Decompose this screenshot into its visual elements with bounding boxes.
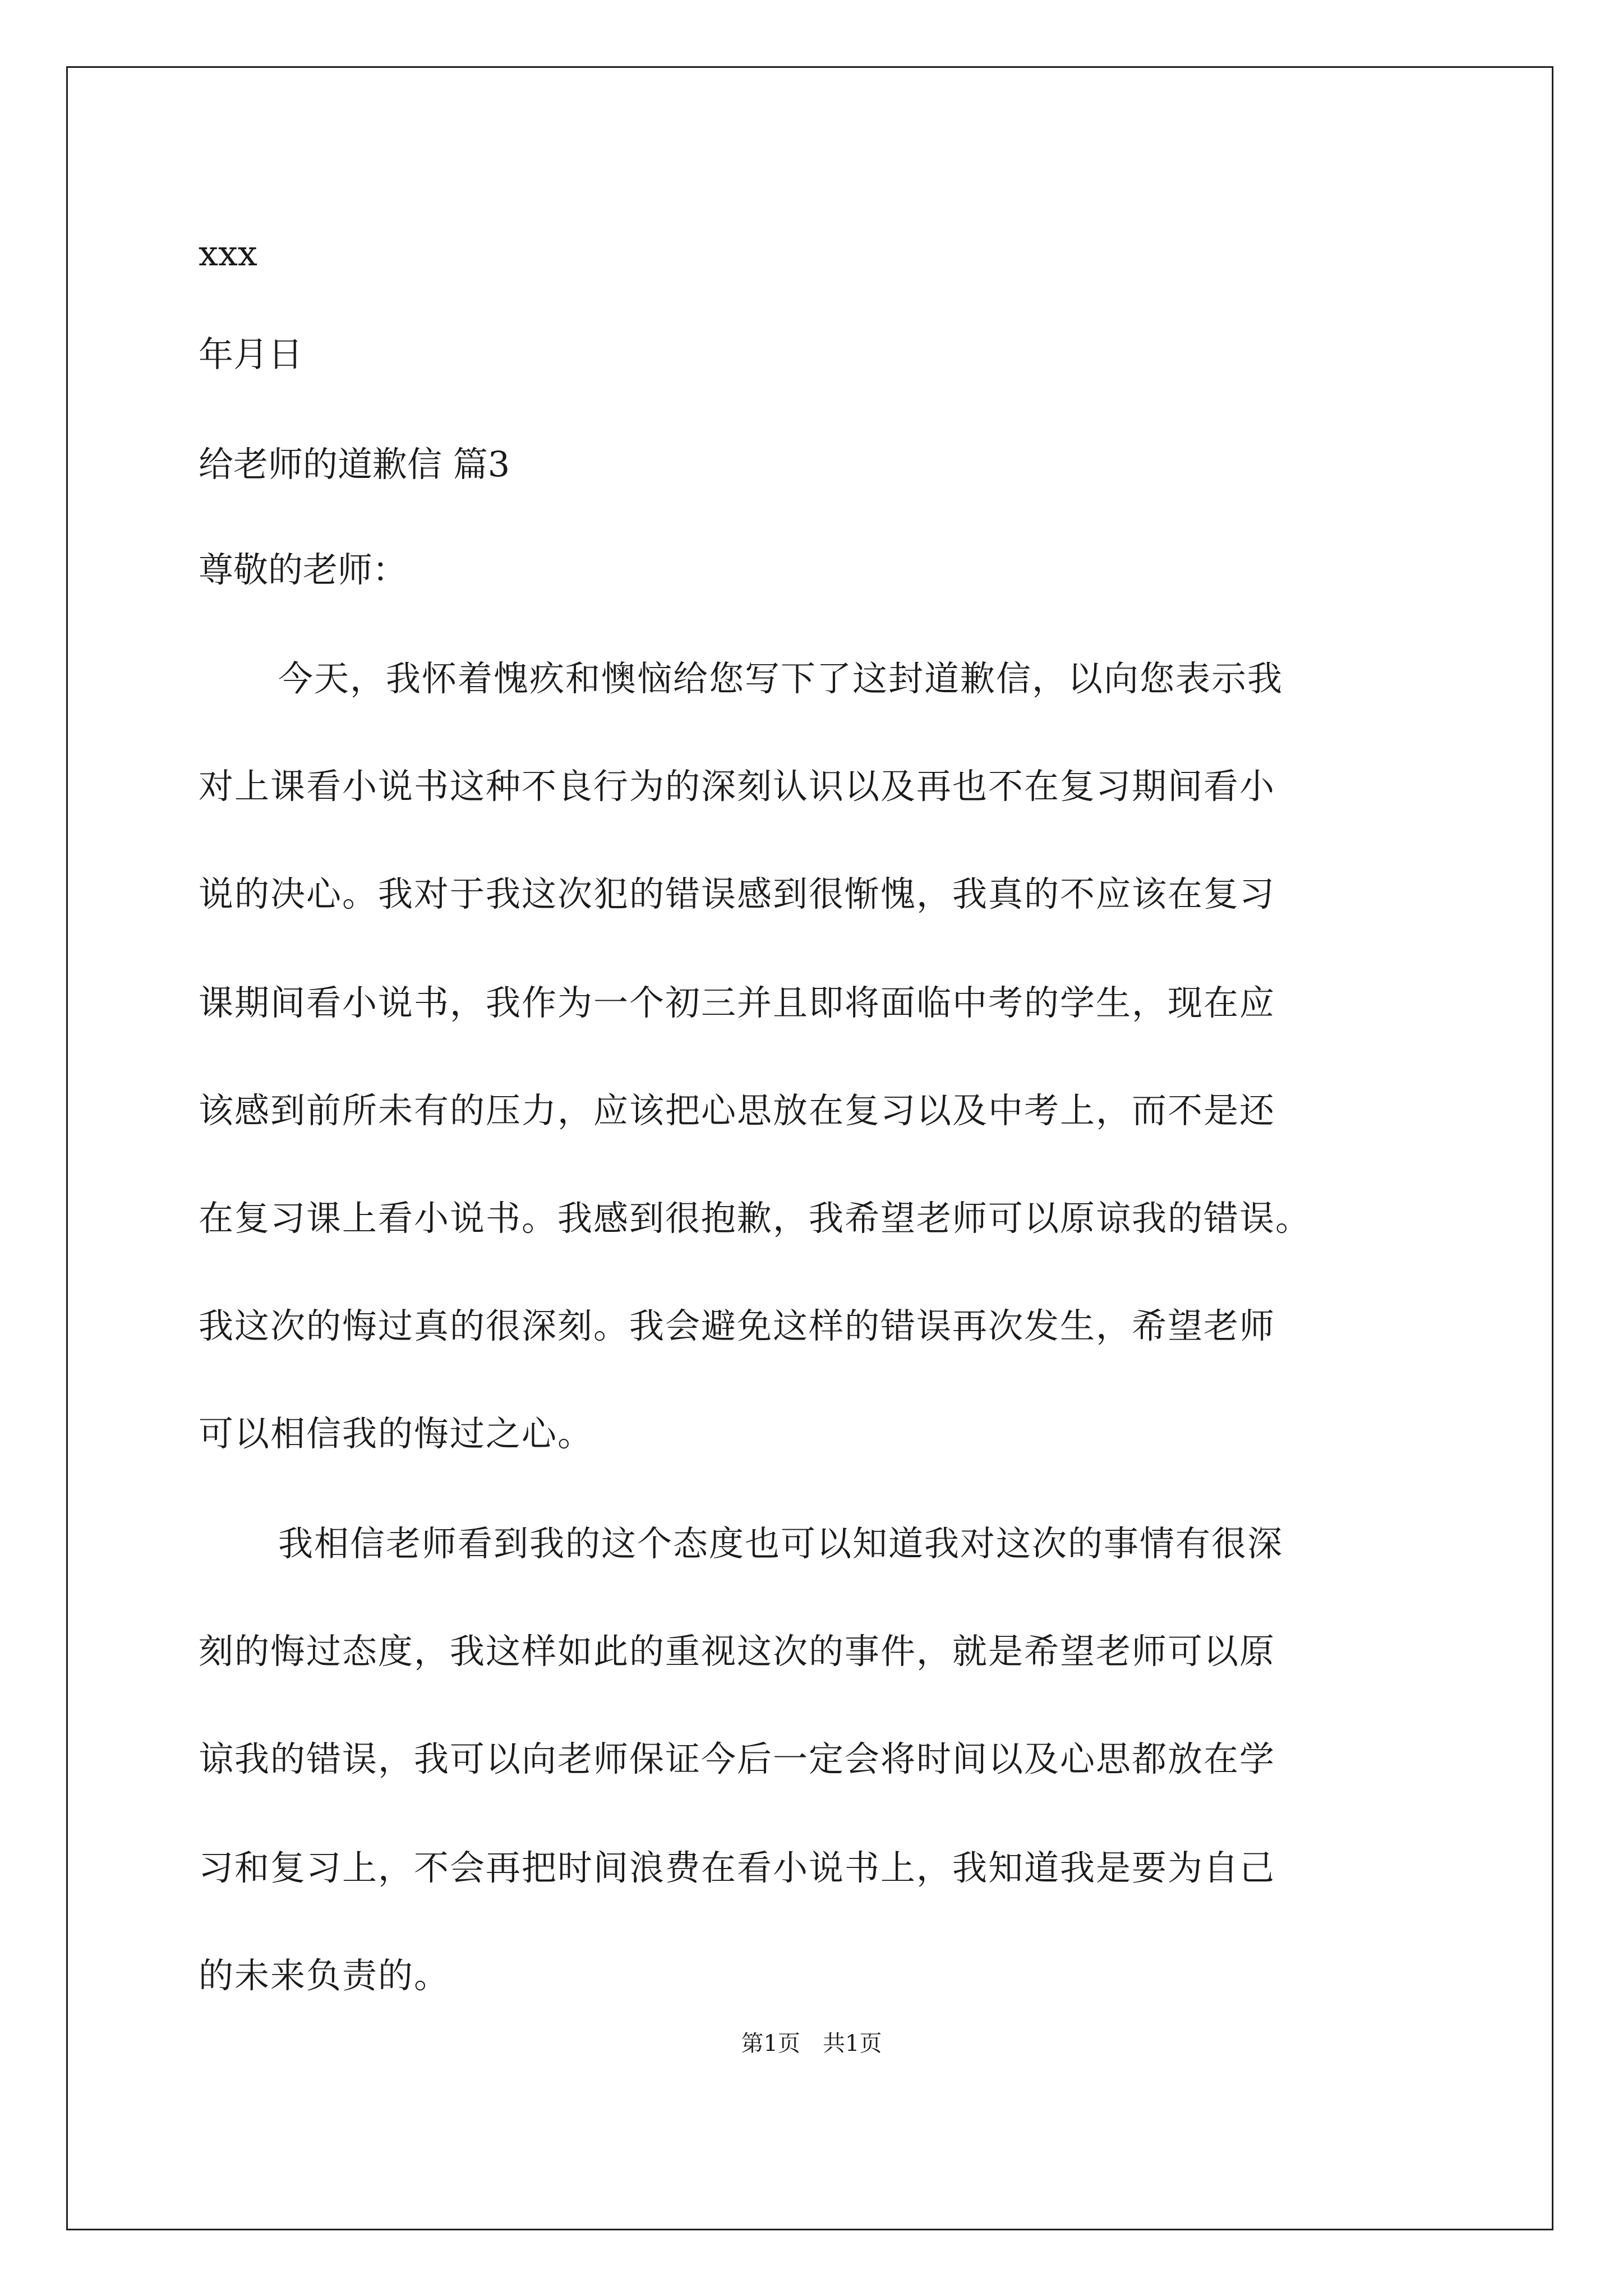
paragraph-line: 我相信老师看到我的这个态度也可以知道我对这次的事情有很深 <box>278 1523 1284 1564</box>
paragraph-line: 刻的悔过态度，我这样如此的重视这次的事件，就是希望老师可以原 <box>199 1631 1276 1672</box>
paragraph-line: 的未来负责的。 <box>199 1955 450 1996</box>
date-line: 年月日 <box>199 334 303 375</box>
page-footer: 第1页 共1页 <box>741 2031 882 2056</box>
paragraph-line: 谅我的错误，我可以向老师保证今后一定会将时间以及心思都放在学 <box>199 1738 1276 1779</box>
paragraph-line: 对上课看小说书这种不良行为的深刻认识以及再也不在复习期间看小 <box>199 766 1276 807</box>
paragraph-line: 在复习课上看小说书。我感到很抱歉，我希望老师可以原谅我的错误。 <box>199 1198 1312 1239</box>
paragraph-line: 习和复习上，不会再把时间浪费在看小说书上，我知道我是要为自己 <box>199 1847 1276 1888</box>
paragraph-line: 可以相信我的悔过之心。 <box>199 1413 594 1454</box>
paragraph-line: 课期间看小说书，我作为一个初三并且即将面临中考的学生，现在应 <box>199 982 1276 1023</box>
page-border <box>66 66 1553 2230</box>
paragraph-line: 该感到前所未有的压力，应该把心思放在复习以及中考上，而不是还 <box>199 1090 1276 1131</box>
signature: xxx <box>199 233 257 274</box>
paragraph-line: 我这次的悔过真的很深刻。我会避免这样的错误再次发生，希望老师 <box>199 1305 1276 1346</box>
salutation: 尊敬的老师： <box>199 549 408 590</box>
paragraph-line: 说的决心。我对于我这次犯的错误感到很惭愧，我真的不应该在复习 <box>199 873 1276 914</box>
paragraph-line: 今天，我怀着愧疚和懊恼给您写下了这封道歉信，以向您表示我 <box>278 658 1284 699</box>
letter-heading: 给老师的道歉信 篇3 <box>199 444 510 485</box>
